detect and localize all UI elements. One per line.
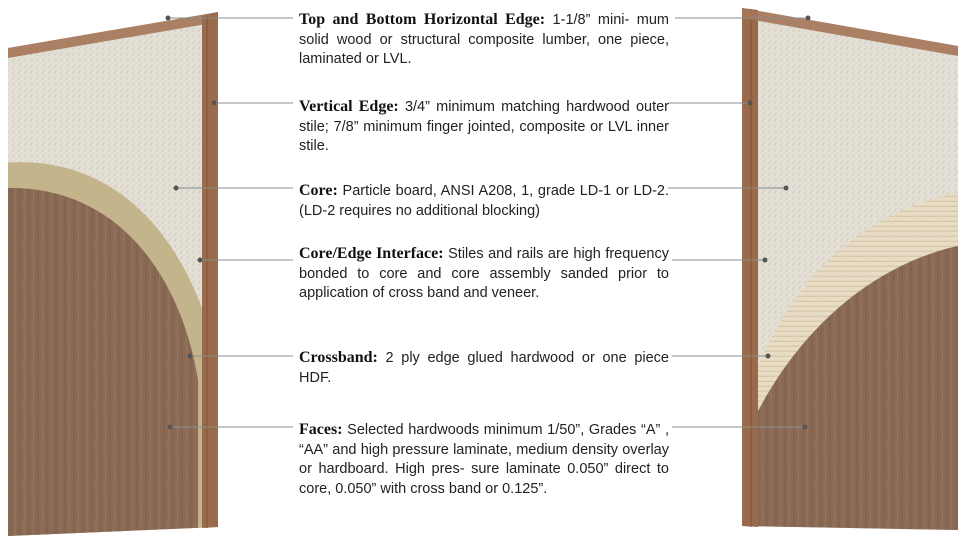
callout-text: Selected hardwoods minimum 1/50”, Grades “A” , “AA” and high pressure laminate, medium density overlay or hardboard. High pres- sure laminate 0.050” direct to core, 0.050” with cross band or 0.125”.: [299, 422, 670, 497]
callout-term: Vertical Edge:: [299, 98, 399, 115]
callout-text: Particle board, ANSI A208, 1, grade LD-1 or LD-2. (LD-2 requires no additional blocking): [299, 183, 669, 219]
right-door-vertical-edge: [742, 8, 758, 527]
callout-faces: [299, 420, 669, 499]
callout-term: Core/Edge Interface:: [299, 245, 444, 262]
callout-core: [299, 181, 669, 221]
callout-term: Core:: [299, 182, 338, 199]
left-door-vertical-edge: [202, 12, 218, 528]
callout-text: 2 ply edge glued hardwood or one piece HDF.: [299, 350, 669, 386]
callout-text: Stiles and rails are high frequency bonded to core and core assembly sanded prior to application of cross band and veneer.: [299, 246, 669, 301]
callout-top-bottom-edge: [299, 10, 669, 70]
left-door: [0, 12, 218, 536]
callout-crossband: [299, 348, 669, 388]
right-door: [742, 8, 976, 536]
callout-term: Top and Bottom Horizontal Edge:: [299, 11, 546, 28]
callout-term: Faces:: [299, 421, 343, 438]
callout-text: 1-1/8” mini- mum solid wood or structural composite lumber, one piece, laminated or LVL.: [299, 12, 669, 67]
callout-text: 3/4” minimum matching hardwood outer stile; 7/8” minimum finger jointed, composite or LVL inner stile.: [299, 99, 670, 154]
callout-vertical-edge: [299, 97, 669, 157]
callout-core-edge-interface: [299, 244, 669, 304]
callout-term: Crossband:: [299, 349, 378, 366]
